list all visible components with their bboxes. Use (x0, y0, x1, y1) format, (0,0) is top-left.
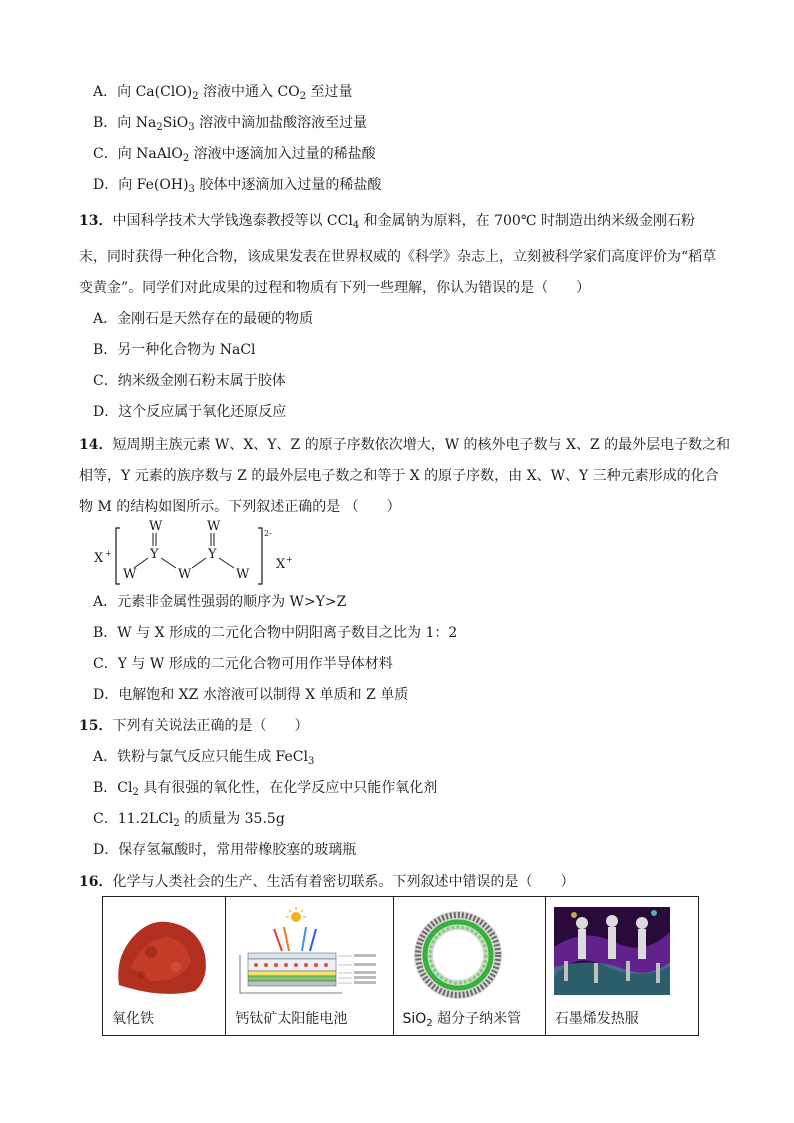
diagram-w-bottom-right: W (236, 567, 250, 582)
q16-cell-solar-cell (226, 897, 393, 1036)
q12-option-d: D．向 $Fe(OH)_3$ 胶体中逐滴加入过量的稀盐酸 (93, 177, 382, 195)
q12-option-b: B．向 $Na_2SiO_3$ 溶液中滴加盐酸溶液至过量 (93, 115, 368, 133)
q13-stem-line3: 变黄金”。同学们对此成果的过程和物质有下列一些理解，你认为错误的是（ ） (79, 280, 591, 296)
iron-oxide-powder-image (111, 907, 211, 999)
q14-stem-line3: 物 M 的结构如图所示。下列叙述正确的是 （ ） (79, 499, 401, 515)
q13-option-a: A．金刚石是天然存在的最硬的物质 (93, 311, 314, 327)
diagram-x-right: X (276, 557, 286, 572)
q12-option-c: C．向 NaAlO$_2$ 溶液中逐滴加入过量的稀盐酸 (93, 146, 376, 164)
diagram-w-bridge: W (178, 567, 192, 582)
bracket-right (258, 528, 262, 584)
caption-nanotube: SiO$_2$ 超分子纳米管 (402, 1011, 522, 1029)
q13-option-c: C．纳米级金刚石粉末属于胶体 (93, 373, 286, 389)
q13-stem-line1: 13．中国科学技术大学钱逸泰教授等以 CCl$_4$ 和金属钠为原料，在 700℃ 时制造出纳米级金刚石粉 (79, 213, 695, 231)
q16-image-table (102, 896, 699, 1036)
diagram-y-right: Y (208, 547, 217, 562)
q12-option-a: A．向 $Ca(ClO)_2$ 溶液中通入 $CO_2$ 至过量 (93, 84, 353, 102)
q16-cell-nanotube (393, 897, 545, 1036)
q14-option-c: C．Y 与 W 形成的二元化合物可用作半导体材料 (93, 656, 393, 672)
q16-cell-iron-oxide (103, 897, 226, 1036)
caption-solar-cell: 钙钛矿太阳能电池 (235, 1011, 348, 1027)
q15-stem: 15．下列有关说法正确的是（ ） (79, 718, 309, 734)
diagram-charge: 2- (264, 529, 272, 538)
q13-option-d: D．这个反应属于氧化还原反应 (93, 404, 287, 420)
q15-option-d: D．保存氢氟酸时，常用带橡胶塞的玻璃瓶 (93, 842, 357, 858)
graphene-heating-clothing-image (554, 907, 670, 995)
q16-stem: 16．化学与人类社会的生产、生活有着密切联系。下列叙述中错误的是（ ） (79, 874, 575, 890)
compound-m-structure-diagram (90, 516, 300, 588)
diagram-w-top-right: W (207, 519, 221, 534)
caption-graphene-clothing: 石墨烯发热服 (554, 1011, 639, 1027)
diagram-w-top-left: W (149, 519, 163, 534)
q15-option-b: B．$Cl_2$ 具有很强的氧化性，在化学反应中只能作氧化剂 (93, 780, 438, 798)
perovskite-solar-cell-image (234, 907, 384, 1005)
q13-stem-line2: 末，同时获得一种化合物，该成果发表在世界权威的《科学》杂志上，立刻被科学家们高度评价为“稻草 (79, 249, 717, 265)
q13-option-b: B．另一种化合物为 NaCl (93, 342, 256, 358)
diagram-w-bottom-left: W (123, 567, 137, 582)
diagram-x-left: X (94, 551, 104, 566)
q14-option-d: D．电解饱和 XZ 水溶液可以制得 X 单质和 Z 单质 (93, 687, 409, 703)
q15-option-c: C．11.2LCl$_2$ 的质量为 35.5g (93, 811, 285, 829)
diagram-y-left: Y (150, 547, 159, 562)
q14-stem-line1: 14．短周期主族元素 W、X、Y、Z 的原子序数依次增大，W 的核外电子数与 X、Z 的最外层电子数之和 (79, 437, 731, 453)
q14-option-a: A．元素非金属性强弱的顺序为 W>Y>Z (93, 594, 347, 610)
caption-iron-oxide: 氧化铁 (112, 1011, 154, 1027)
q15-option-a: A．铁粉与氯气反应只能生成 FeCl$_3$ (93, 749, 315, 767)
bracket-left (116, 528, 120, 584)
q14-option-b: B．W 与 X 形成的二元化合物中阴阳离子数目之比为 1：2 (93, 625, 458, 641)
q16-cell-graphene-clothing (545, 897, 698, 1036)
diagram-x-right-charge: + (286, 555, 293, 564)
q14-stem-line2: 相等，Y 元素的族序数与 Z 的最外层电子数之和等于 X 的原子序数，由 X、W、Y 三种元素形成的化合 (79, 468, 719, 484)
diagram-x-left-charge: + (105, 549, 112, 558)
sio2-nanotube-image (406, 907, 516, 1005)
